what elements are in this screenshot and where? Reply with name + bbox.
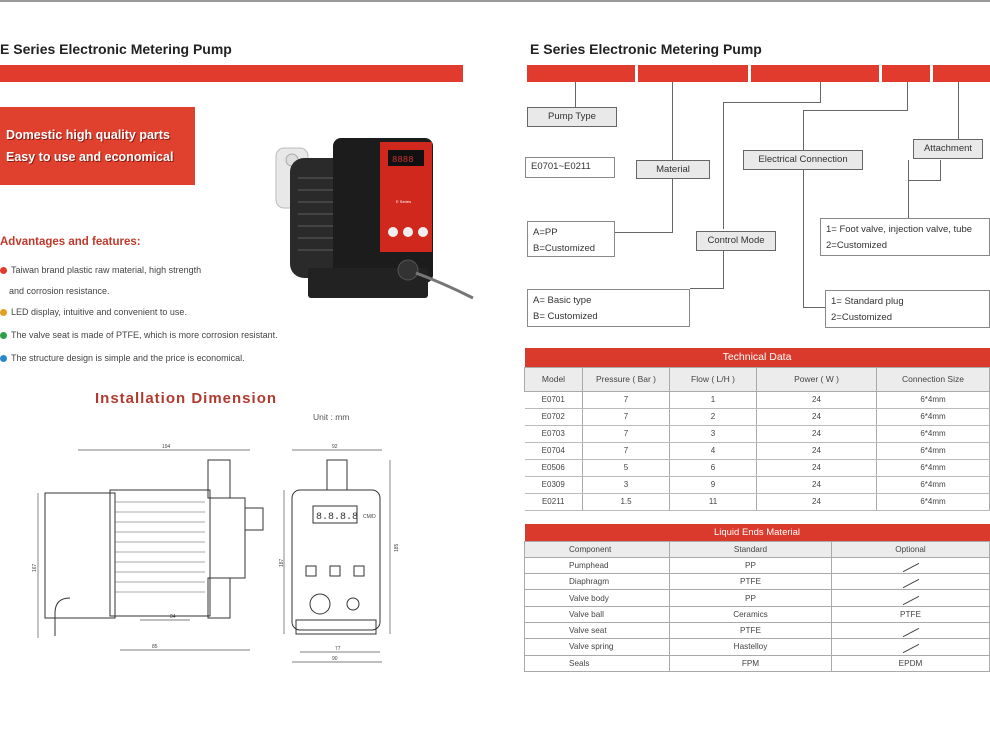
table-row <box>525 557 990 573</box>
front-view-drawing <box>279 444 400 662</box>
bullet-text: LED display, intuitive and convenient to use. <box>11 307 187 317</box>
pump-photo <box>268 108 480 308</box>
drawing-display: 8.8.8.8 <box>316 512 359 523</box>
table-row <box>525 391 990 408</box>
code-segment-2 <box>638 65 748 82</box>
table-cell: 4 <box>670 442 757 459</box>
table-cell: PTFE <box>832 606 990 622</box>
table-cell: E0703 <box>525 425 583 442</box>
table-cell: 24 <box>757 425 877 442</box>
table-cell: 24 <box>757 476 877 493</box>
table-row <box>525 476 990 493</box>
connector-line <box>958 82 959 139</box>
table-cell: EPDM <box>832 655 990 671</box>
table-cell: 6*4mm <box>877 459 990 476</box>
table-row <box>525 459 990 476</box>
code-segment-5 <box>933 65 990 82</box>
table-cell: Valve ball <box>525 606 670 622</box>
table-row <box>525 590 990 606</box>
table-cell <box>832 557 990 573</box>
table-cell: 7 <box>583 425 670 442</box>
not-available-slash-icon <box>902 644 918 653</box>
code-segment-1 <box>527 65 635 82</box>
table-cell: Valve seat <box>525 622 670 638</box>
table-cell: 6*4mm <box>877 493 990 510</box>
table-cell: 7 <box>583 408 670 425</box>
connector-line <box>575 82 576 108</box>
table-row <box>525 442 990 459</box>
table-cell: Diaphragm <box>525 574 670 590</box>
connector-line <box>908 180 940 181</box>
technical-data-table <box>524 348 990 511</box>
table-header-row <box>525 541 990 557</box>
control-option: A= Basic type <box>533 295 592 306</box>
connector-line <box>803 170 804 307</box>
bullet-item <box>0 307 187 317</box>
table-cell <box>832 622 990 638</box>
technical-data-title: Technical Data <box>525 348 990 367</box>
bullet-text: Taiwan brand plastic raw material, high strength <box>11 265 202 275</box>
electrical-options-box <box>825 290 990 328</box>
table-cell: Pumphead <box>525 557 670 573</box>
table-cell: 5 <box>583 459 670 476</box>
column-header: Flow ( L/H ) <box>670 367 757 391</box>
table-cell: 1 <box>670 391 757 408</box>
table-cell: 6*4mm <box>877 476 990 493</box>
svg-text:8888: 8888 <box>392 155 414 165</box>
table-cell: Valve body <box>525 590 670 606</box>
table-cell: 2 <box>670 408 757 425</box>
table-cell: E0211 <box>525 493 583 510</box>
dim-84: 84 <box>170 614 176 620</box>
connector-line <box>672 82 673 160</box>
not-available-slash-icon <box>902 579 918 588</box>
dim-185: 185 <box>394 543 400 552</box>
not-available-slash-icon <box>902 563 918 572</box>
table-cell: PP <box>670 590 832 606</box>
connector-line <box>907 82 908 111</box>
connector-line <box>803 110 908 111</box>
column-header: Pressure ( Bar ) <box>583 367 670 391</box>
column-header: Connection Size <box>877 367 990 391</box>
promo-banner <box>0 107 195 185</box>
liquid-ends-title: Liquid Ends Material <box>525 524 990 541</box>
table-cell: 7 <box>583 391 670 408</box>
connector-line <box>908 160 909 218</box>
not-available-slash-icon <box>902 628 918 637</box>
column-header: Power ( W ) <box>757 367 877 391</box>
table-row <box>525 493 990 510</box>
table-cell: 1.5 <box>583 493 670 510</box>
bullet-text: The valve seat is made of PTFE, which is more corrosion resistant. <box>11 330 278 340</box>
table-cell <box>832 574 990 590</box>
dim-167: 167 <box>32 563 38 572</box>
table-cell: 24 <box>757 459 877 476</box>
side-view-drawing <box>32 444 263 650</box>
code-segment-3 <box>751 65 879 82</box>
table-row <box>525 655 990 671</box>
table-cell: E0702 <box>525 408 583 425</box>
table-cell: 6*4mm <box>877 391 990 408</box>
bullet-item <box>0 265 201 275</box>
advantages-title: Advantages and features: <box>0 236 141 248</box>
attachment-option: 1= Foot valve, injection valve, tube <box>826 224 973 235</box>
connector-line <box>723 102 724 229</box>
table-header-row <box>525 367 990 391</box>
table-row <box>525 425 990 442</box>
table-row <box>525 574 990 590</box>
unit-label: Unit : mm <box>313 412 350 422</box>
electrical-option: 2=Customized <box>831 312 892 323</box>
table-cell: E0701 <box>525 391 583 408</box>
dimension-drawing <box>30 438 420 668</box>
table-cell: E0309 <box>525 476 583 493</box>
top-border <box>0 0 990 2</box>
table-row <box>525 622 990 638</box>
liquid-ends-table <box>524 524 990 672</box>
table-cell: 3 <box>583 476 670 493</box>
bullet-dot-icon <box>0 355 7 362</box>
table-row <box>525 408 990 425</box>
connector-line <box>615 232 673 233</box>
model-range-box: E0701~E0211 <box>525 157 615 178</box>
bullet-dot-icon <box>0 309 7 316</box>
table-cell: FPM <box>670 655 832 671</box>
dim-90: 90 <box>332 656 338 662</box>
table-cell: 3 <box>670 425 757 442</box>
installation-title: Installation Dimension <box>95 390 278 407</box>
table-row <box>525 639 990 655</box>
connector-line <box>690 288 724 289</box>
table-cell: 24 <box>757 493 877 510</box>
bullet-item <box>0 330 278 340</box>
table-cell: Ceramics <box>670 606 832 622</box>
attachment-box: Attachment <box>913 139 983 159</box>
material-option: B=Customized <box>533 243 596 254</box>
dim-92: 92 <box>332 444 338 450</box>
not-available-slash-icon <box>902 595 918 604</box>
table-cell: E0506 <box>525 459 583 476</box>
bullet-text: and corrosion resistance. <box>9 286 110 296</box>
table-cell: 6 <box>670 459 757 476</box>
connector-line <box>723 102 820 103</box>
table-cell: Hastelloy <box>670 639 832 655</box>
drawing-cm-label: CM/D <box>363 514 376 520</box>
connector-line <box>940 160 941 181</box>
connector-line <box>820 82 821 103</box>
table-cell <box>832 590 990 606</box>
table-cell: PTFE <box>670 622 832 638</box>
electrical-option: 1= Standard plug <box>831 296 904 307</box>
connector-line <box>723 251 724 289</box>
table-cell: 24 <box>757 442 877 459</box>
bullet-dot-icon <box>0 332 7 339</box>
bullet-dot-icon <box>0 267 7 274</box>
table-cell: E0704 <box>525 442 583 459</box>
bullet-item <box>9 286 110 296</box>
dim-194: 194 <box>162 444 171 450</box>
control-option: B= Customized <box>533 311 598 322</box>
table-cell: PTFE <box>670 574 832 590</box>
pump-type-box: Pump Type <box>527 107 617 127</box>
material-box: Material <box>636 160 710 179</box>
table-cell: 6*4mm <box>877 425 990 442</box>
connector-line <box>803 110 804 150</box>
table-cell: PP <box>670 557 832 573</box>
column-header: Component <box>525 541 670 557</box>
table-cell: 9 <box>670 476 757 493</box>
control-mode-box: Control Mode <box>696 231 776 251</box>
material-option: A=PP <box>533 227 558 238</box>
dim-85: 85 <box>152 644 158 650</box>
table-cell: 7 <box>583 442 670 459</box>
bullet-item <box>0 353 245 363</box>
column-header: Optional <box>832 541 990 557</box>
control-options-box <box>527 289 690 327</box>
connector-line <box>803 307 825 308</box>
material-options-box <box>527 221 615 257</box>
table-cell: Valve spring <box>525 639 670 655</box>
table-cell: 6*4mm <box>877 442 990 459</box>
column-header: Model <box>525 367 583 391</box>
dim-187: 187 <box>279 558 285 567</box>
right-page-title: E Series Electronic Metering Pump <box>530 41 762 57</box>
table-cell: 11 <box>670 493 757 510</box>
column-header: Standard <box>670 541 832 557</box>
promo-line-2: Easy to use and economical <box>6 150 174 164</box>
left-red-bar <box>0 65 463 82</box>
bullet-text: The structure design is simple and the price is economical. <box>11 353 245 363</box>
connector-line <box>672 178 673 233</box>
attachment-options-box <box>820 218 990 256</box>
table-cell: 24 <box>757 408 877 425</box>
table-cell: 6*4mm <box>877 408 990 425</box>
attachment-option: 2=Customized <box>826 240 887 251</box>
table-cell: 24 <box>757 391 877 408</box>
promo-line-1: Domestic high quality parts <box>6 128 170 142</box>
code-segment-4 <box>882 65 930 82</box>
electrical-connection-box: Electrical Connection <box>743 150 863 170</box>
pump-series-label: E Series <box>396 199 412 204</box>
table-cell: Seals <box>525 655 670 671</box>
table-row <box>525 606 990 622</box>
table-cell <box>832 639 990 655</box>
dim-77: 77 <box>335 646 341 652</box>
left-page-title: E Series Electronic Metering Pump <box>0 41 232 57</box>
